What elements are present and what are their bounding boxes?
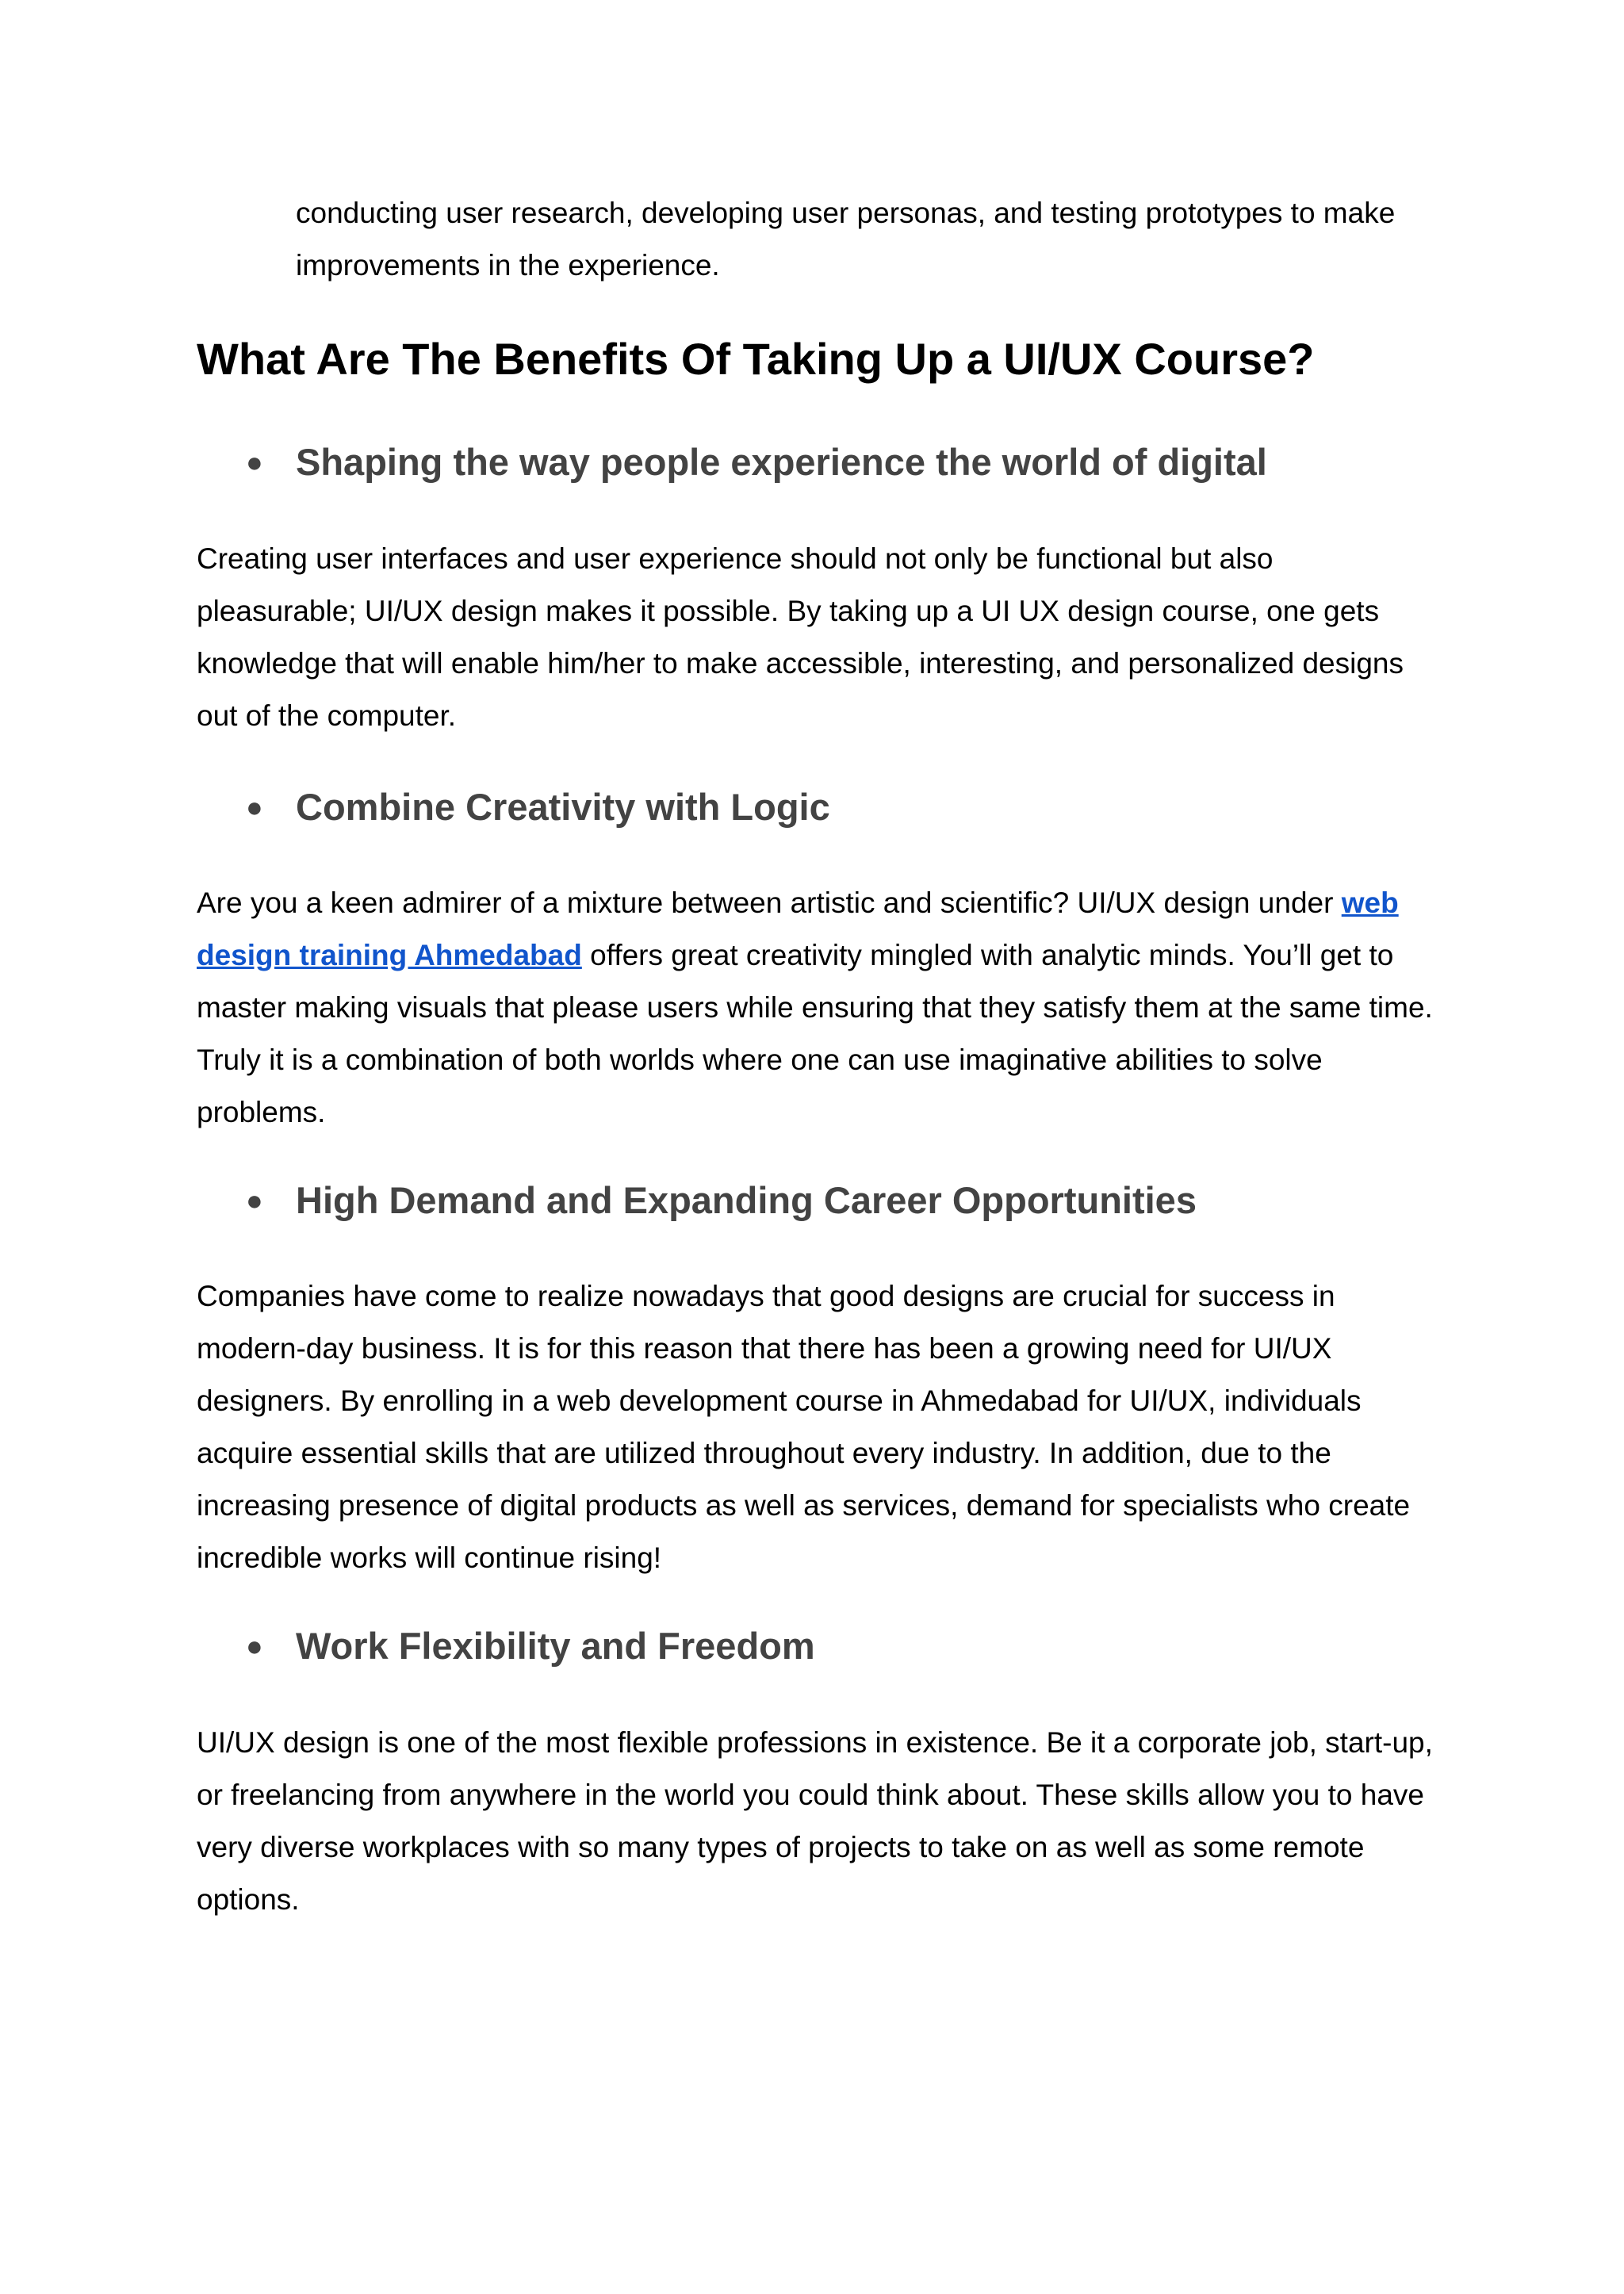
section-paragraph-creativity (197, 877, 1434, 1139)
section-paragraph-flexibility: UI/UX design is one of the most flexible professions in existence. Be it a corporate job, start-up, or freelancing from anywhere in the world you could think about. These skills allow you to have very diverse workplaces with so many types of projects to take on as well as some remote options. (197, 1726, 1433, 1916)
section-heading-text: Shaping the way people experience the world of digital (296, 441, 1267, 483)
section-heading-demand (246, 1174, 1197, 1227)
section-heading-flexibility (246, 1620, 815, 1672)
bullet-icon: ● (246, 446, 263, 478)
bullet-icon: ● (246, 1184, 263, 1216)
bullet-icon: ● (246, 1630, 263, 1662)
section-heading-text: High Demand and Expanding Career Opportunities (296, 1179, 1197, 1221)
web-design-training-link[interactable]: web design training Ahmedabad (197, 887, 1399, 971)
main-heading: What Are The Benefits Of Taking Up a UI/UX Course? (197, 334, 1315, 384)
continuation-paragraph: conducting user research, developing user personas, and testing prototypes to make improvements in the experience. (296, 197, 1396, 281)
bullet-icon: ● (246, 791, 263, 823)
section-heading-creativity (246, 781, 830, 833)
section-heading-text: Work Flexibility and Freedom (296, 1625, 815, 1667)
section-heading-text: Combine Creativity with Logic (296, 786, 830, 828)
section-paragraph-shaping: Creating user interfaces and user experience should not only be functional but also pleasurable; UI/UX design makes it possible. By taking up a UI UX design course, one gets knowledge that will enable him/her to make accessible, interesting, and personalized designs out of the computer. (197, 542, 1404, 732)
section-heading-shaping (246, 436, 1267, 488)
paragraph-text-after-link: offers great creativity mingled with analytic minds. You’ll get to master making visuals that please users while ensuring that they satisfy them at the same time. Truly it is a combination of both worlds where one can use imaginative abilities to solve problems. (197, 939, 1433, 1128)
section-paragraph-demand: Companies have come to realize nowadays that good designs are crucial for success in modern-day business. It is for this reason that there has been a growing need for UI/UX designers. By enrolling in a web development course in Ahmedabad for UI/UX, individuals acquire essential skills that are utilized throughout every industry. In addition, due to the increasing presence of digital products as well as services, demand for specialists who create incredible works will continue rising! (197, 1280, 1411, 1574)
paragraph-text-before-link: Are you a keen admirer of a mixture between artistic and scientific? UI/UX design under (197, 887, 1342, 919)
